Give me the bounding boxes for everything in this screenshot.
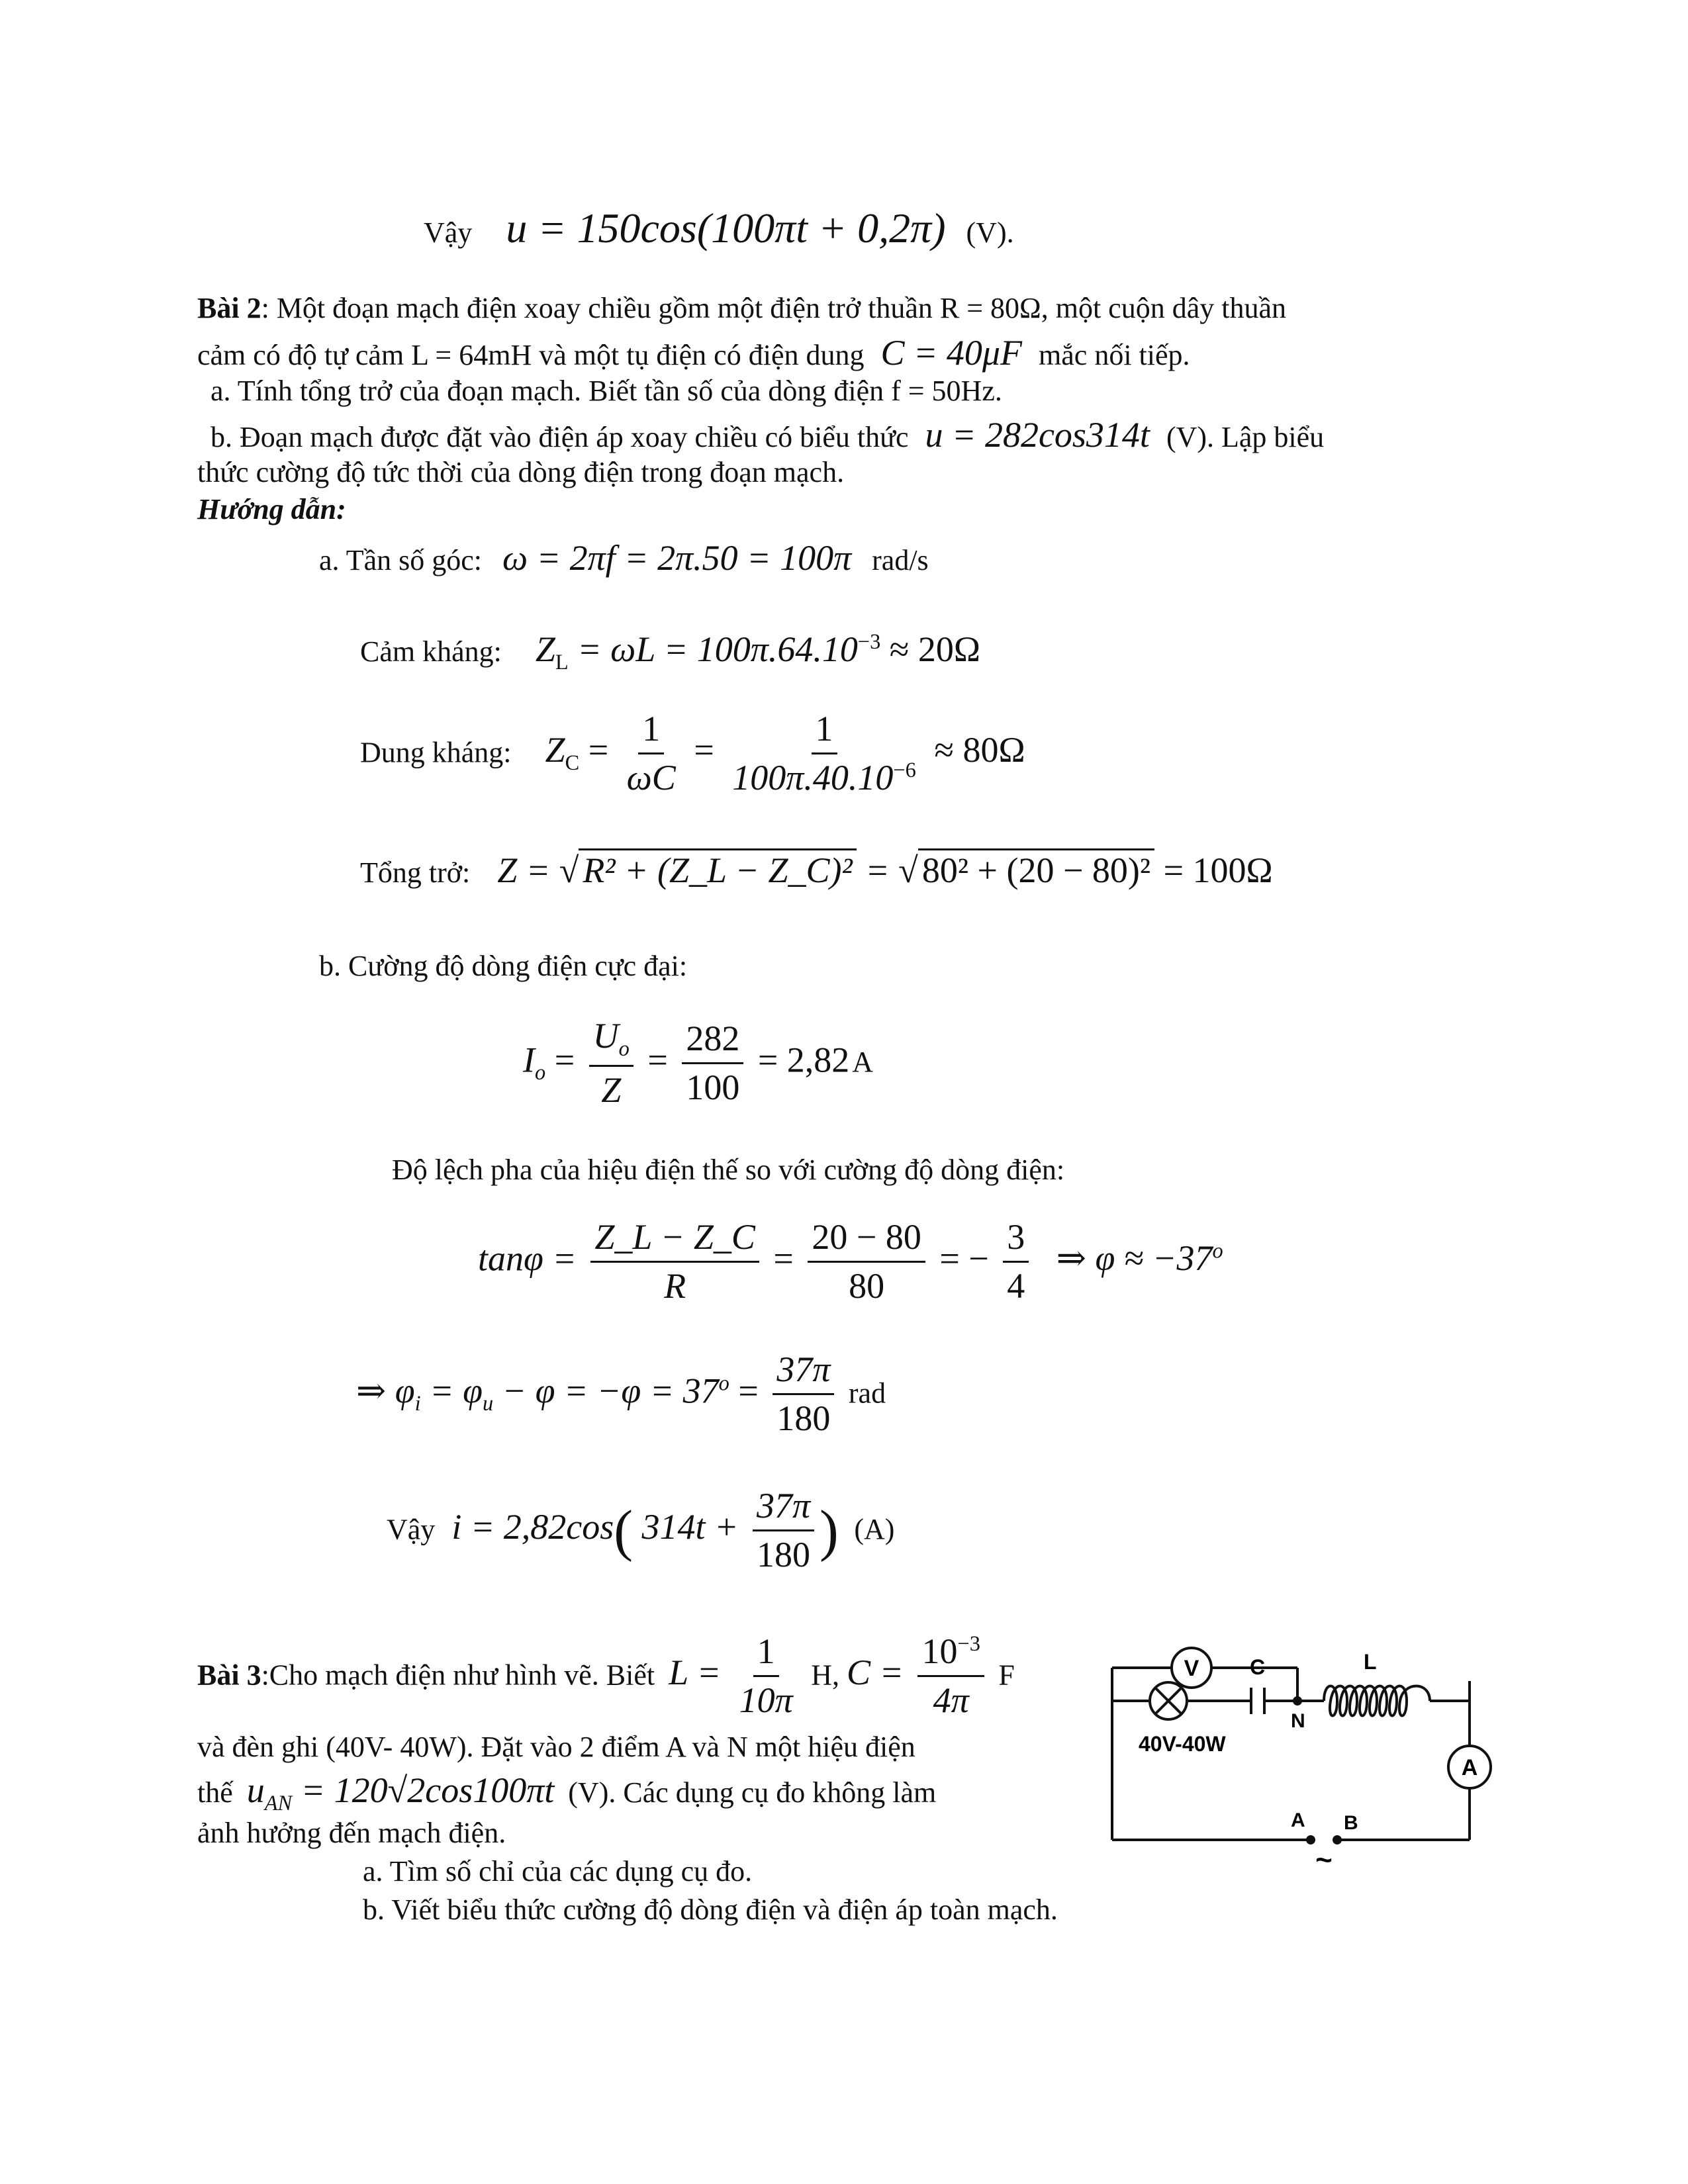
capacitor-label: C — [1250, 1655, 1266, 1679]
c-fraction — [917, 1632, 984, 1721]
voltmeter-label: V — [1184, 1656, 1199, 1681]
ammeter-label: A — [1461, 1755, 1478, 1780]
final-f-num: 37π — [753, 1486, 814, 1531]
tan-f2-num: 20 − 80 — [808, 1218, 925, 1263]
io-fraction-1 — [589, 1017, 633, 1111]
bai3-text3-post: (V). Các dụng cụ đo không làm — [568, 1776, 937, 1809]
phase-text: Độ lệch pha của hiệu điện thế so với cường độ dòng điện: — [392, 1154, 1065, 1186]
omega-formula: ω = 2πf = 2π.50 = 100π — [502, 538, 852, 578]
node-n-dot — [1293, 1696, 1302, 1706]
tan-fraction-3 — [1003, 1218, 1029, 1306]
zc-fraction-2 — [728, 709, 920, 798]
z-line: Tổng trở: Z = √ R² + (Z_L − Z_C)² = √ 80² + (20 − 80)² = 100Ω — [360, 848, 1273, 893]
zl-exp: −3 — [857, 630, 881, 654]
inductor-label: L — [1364, 1650, 1377, 1674]
bai2-part-b — [211, 413, 1324, 458]
tan-fraction-2 — [808, 1218, 925, 1306]
zc-f2-num: 1 — [812, 709, 837, 754]
c-lhs: C = — [846, 1653, 904, 1693]
io-symbol: I — [523, 1040, 535, 1080]
bai3-text1: :Cho mạch điện như hình vẽ. Biết — [261, 1659, 655, 1692]
bai2-line1 — [197, 290, 1286, 326]
phi-mid: = φ — [430, 1371, 483, 1411]
part-b-pre: b. Đoạn mạch được đặt vào điện áp xoay chiều có biểu thức — [211, 421, 909, 453]
bai3-text2: và đèn ghi (40V- 40W). Đặt vào 2 điểm A và N một hiệu điện — [197, 1731, 915, 1763]
bai2-text1: : Một đoạn mạch điện xoay chiều gồm một điện trở thuần R = 80Ω, một cuộn dây thuần — [261, 292, 1286, 324]
io-unit: A — [852, 1046, 874, 1079]
result-u-line — [424, 202, 1014, 255]
zl-symbol: Z — [535, 629, 555, 669]
zc-line: Dung kháng: $Z_C$ = $\frac{1}{\omega C}$ = $\frac{1}{100\pi.40.10^{-6}}$ ≈ 80Ω — [360, 709, 1025, 798]
bai2-line2 — [197, 331, 1190, 376]
bai2-text2-pre: cảm có độ tự cảm L = 64mH và một tụ điện có điện dung — [197, 339, 865, 371]
lamp-label: 40V-40W — [1139, 1732, 1226, 1756]
io-fraction-2 — [682, 1019, 743, 1108]
zl-expr: = ωL = 100π.64.10 — [568, 629, 858, 669]
zl-sub: L — [555, 650, 569, 674]
c-den: 4π — [933, 1680, 969, 1721]
omega-line — [319, 536, 929, 581]
sol-b-label — [319, 948, 687, 984]
terminal-b-dot — [1333, 1835, 1342, 1844]
phi-mid2: − φ = −φ = 37 — [502, 1371, 719, 1411]
l-lhs: L = — [669, 1653, 722, 1693]
z-result: = 100Ω — [1163, 850, 1273, 890]
bai2-part-a — [211, 373, 1002, 409]
ac-source-icon: ~ — [1315, 1844, 1333, 1876]
io-f1-num: U — [592, 1016, 619, 1056]
huong-dan-text: Hướng dẫn: — [197, 493, 346, 525]
tan-f1-num: Z_L − Z_C — [590, 1218, 759, 1263]
bai3-line4 — [197, 1815, 506, 1851]
z-label: Tổng trở: — [360, 856, 471, 889]
phi-fraction — [773, 1350, 834, 1439]
final-f-den: 180 — [757, 1535, 811, 1575]
bai3-line2 — [197, 1729, 915, 1765]
uan-symbol: u — [246, 1770, 265, 1810]
part-a-text: a. Tính tổng trở của đoạn mạch. Biết tần số của dòng điện f = 50Hz. — [211, 375, 1002, 407]
zl-label: Cảm kháng: — [360, 635, 502, 668]
io-sub: o — [534, 1061, 546, 1085]
c-exp: −3 — [957, 1632, 980, 1656]
l-den: 10π — [739, 1680, 793, 1721]
sol-b-text: b. Cường độ dòng điện cực đại: — [319, 950, 688, 982]
uan-sub: AN — [264, 1791, 293, 1815]
uan-formula: = 120√2cos100πt — [292, 1770, 555, 1810]
tan-deg: o — [1212, 1239, 1223, 1263]
vay-label: Vậy — [424, 216, 473, 249]
zc-sub: C — [565, 751, 580, 776]
final-i-line: Vậy i = 2,82cos( 314t + $\frac{37\pi}{180}$ ) (A) — [387, 1486, 895, 1575]
phi-f-num: 37π — [773, 1350, 834, 1395]
io-line: $I_o$ = $\frac{U_o}{Z}$ = $\frac{282}{100}$ = 2,82A — [523, 1016, 874, 1111]
bai3-part-a-text: a. Tìm số chỉ của các dụng cụ đo. — [363, 1855, 753, 1888]
bai3-line1 — [197, 1632, 1015, 1721]
phase-text-line — [392, 1152, 1064, 1188]
unit-v: (V). — [966, 216, 1014, 249]
zc-f1-num: 1 — [638, 709, 664, 754]
bai3-line3 — [197, 1768, 936, 1817]
zc-f2-den: 100π.40.10 — [732, 758, 894, 798]
zc-f1-den: ωC — [626, 758, 676, 798]
tan-line: tanφ = $\frac{Z\_L - Z\_C}{R}$ = $\frac{20 - 80}{80}$ = − $\frac{3}{4}$ ⇒ $\varphi \approx -37^o$ — [478, 1217, 1223, 1306]
omega-unit: rad/s — [872, 544, 929, 576]
inductor-icon — [1324, 1686, 1430, 1716]
l-num: 1 — [753, 1632, 779, 1677]
final-fraction — [753, 1486, 814, 1575]
phi-f-den: 180 — [776, 1398, 831, 1439]
tan-f2-den: 80 — [849, 1266, 885, 1306]
tan-fraction-1 — [590, 1218, 759, 1306]
phi-unit: rad — [848, 1377, 886, 1410]
bai3-text4: ảnh hưởng đến mạch điện. — [197, 1817, 506, 1849]
io-f2-num: 282 — [682, 1019, 743, 1064]
circuit-diagram — [1099, 1628, 1509, 1880]
bai3-part-b — [363, 1891, 1058, 1928]
terminal-b-label: B — [1344, 1812, 1358, 1834]
io-f1-den: Z — [601, 1070, 622, 1111]
huong-dan-heading — [197, 491, 346, 527]
part-b-line2: thức cường độ tức thời của dòng điện trong đoạn mạch. — [197, 456, 845, 488]
zl-result: ≈ 20Ω — [880, 629, 981, 669]
bai3-text3-pre: thế — [197, 1776, 233, 1809]
bai2-text2-post: mắc nối tiếp. — [1039, 339, 1190, 371]
zc-symbol: Z — [545, 730, 565, 770]
tan-lhs: tanφ = — [478, 1238, 577, 1279]
l-fraction — [735, 1632, 797, 1721]
tan-f3-num: 3 — [1003, 1218, 1029, 1263]
l-unit: H, — [811, 1659, 839, 1692]
bai3-label: Bài 3 — [197, 1659, 261, 1692]
z-radicand-1: R² + (Z_L − Z_C)² — [579, 848, 856, 890]
final-lhs: i = 2,82cos — [451, 1507, 614, 1547]
terminal-a-label: A — [1291, 1809, 1305, 1831]
z-lhs: Z = — [497, 850, 551, 890]
terminal-a-dot — [1306, 1835, 1315, 1844]
final-vay: Vậy — [387, 1513, 436, 1546]
final-arg: 314t + — [641, 1507, 739, 1547]
bai3-part-b-text: b. Viết biểu thức cường độ dòng điện và điện áp toàn mạch. — [363, 1893, 1058, 1926]
bai2-label: Bài 2 — [197, 292, 261, 324]
u-formula: u = 150cos(100πt + 0,2π) — [506, 205, 946, 251]
bai2-part-b-line2 — [197, 454, 844, 490]
zl-line — [360, 627, 980, 676]
z-radicand-2: 80² + (20 − 80)² — [918, 848, 1154, 890]
voltage-formula: u = 282cos314t — [925, 415, 1150, 455]
final-unit: (A) — [854, 1513, 895, 1546]
phi-deg: o — [718, 1371, 729, 1396]
zc-fraction-1 — [623, 709, 680, 798]
tan-f3-den: 4 — [1007, 1266, 1025, 1306]
io-f2-den: 100 — [686, 1068, 740, 1108]
bai3-part-a — [363, 1853, 752, 1889]
tan-result: ⇒ φ ≈ −37 — [1056, 1238, 1213, 1279]
zc-f2-exp: −6 — [893, 758, 916, 783]
phi-line: ⇒ $\varphi_i = \varphi_u - \varphi = -\varphi = 37^o$ = $\frac{37\pi}{180}$ rad — [356, 1349, 886, 1439]
io-f1-num-sub: o — [618, 1036, 630, 1061]
c-unit: F — [998, 1659, 1015, 1692]
omega-label: a. Tần số góc: — [319, 544, 483, 576]
zc-result: ≈ 80Ω — [934, 730, 1025, 770]
io-result: = 2,82 — [757, 1040, 850, 1080]
part-b-post: (V). Lập biểu — [1166, 421, 1325, 453]
capacitance-formula: C = 40μF — [880, 333, 1023, 373]
node-n-label: N — [1291, 1710, 1305, 1732]
zc-label: Dung kháng: — [360, 736, 512, 769]
phi-lhs: ⇒ φ — [356, 1371, 415, 1411]
tan-f1-den: R — [664, 1266, 686, 1306]
c-num: 10 — [921, 1631, 958, 1671]
